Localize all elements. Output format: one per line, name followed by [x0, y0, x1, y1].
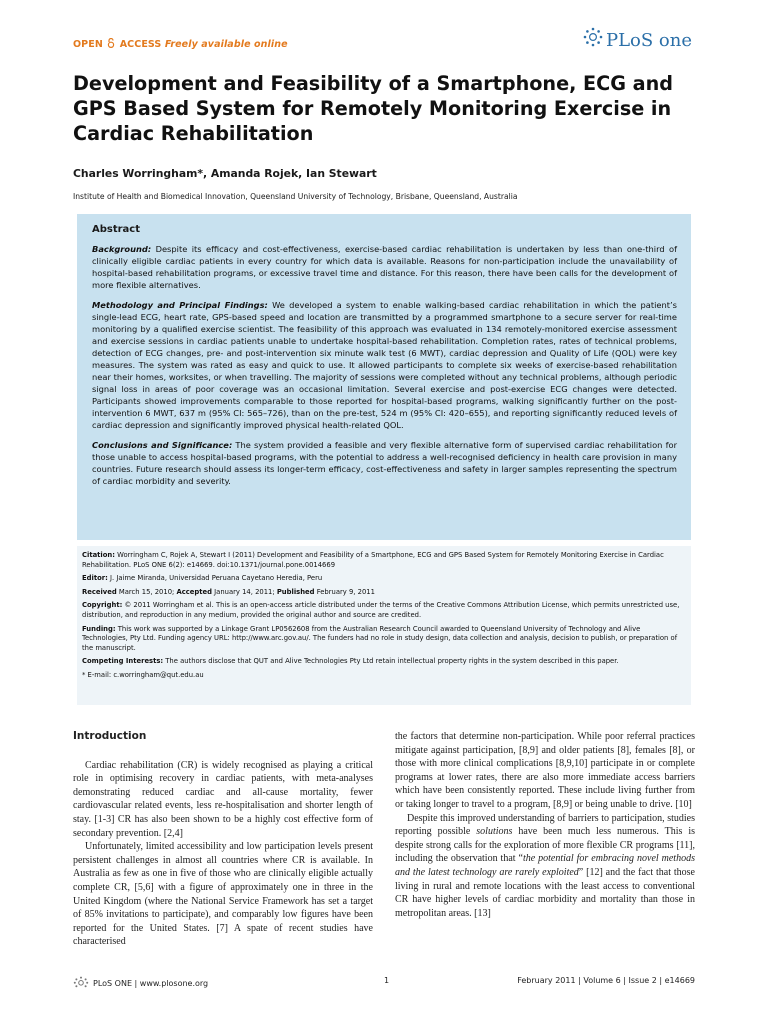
copyright-label: Copyright:	[82, 601, 123, 610]
body-column-left	[73, 730, 373, 949]
abstract-conclusions	[92, 439, 677, 487]
abstract-box	[77, 214, 691, 540]
conclusions-label: Conclusions and Significance:	[92, 440, 233, 450]
intro-paragraph-1: Cardiac rehabilitation (CR) is widely recognised as playing a critical role in optimising recovery in cardiac patients, with meta-analyses demonstrating reduced cardiac and all-cause mortality, fewer cardiovascular related events, less re-hospitalisation and shorter length of stay. [1-3] CR has also been shown to be a highly cost effective form of secondary prevention. [2,4]	[73, 759, 373, 839]
funding-text: This work was supported by a Linkage Grant LP0562608 from the Australian Research Council awarded to Queensland University of Technology and Alive Technologies, Pty Ltd. Funding agency URL: http://www.arc.gov.au/. The funders had no role in study design, data collection and analysis, decision to publish, or preparation of the manuscript.	[82, 624, 678, 652]
footer-journal: PLoS ONE | www.plosone.org	[93, 979, 209, 988]
funding	[82, 625, 686, 654]
competing-interests	[82, 657, 686, 667]
methods-text: We developed a system to enable walking-based cardiac rehabilitation in which the patient’s single-lead ECG, heart rate, GPS-based speed and location are transmitted by a programmed smartphone to a secure server for real-time monitoring by a qualified exercise scientist. The feasibility of this approach was evaluated in 134 remotely-monitored exercise assessment and exercise sessions in cardiac patients unable to undertake hospital-based rehabilitation. Completion rates, rates of technical problems, detection of ECG changes, pre- and post-intervention six minute walk test (6 MWT), cardiac depression and Quality of Life (QOL) were key measures. The system was rated as easy and quick to use. It allowed participants to complete six weeks of exercise-based rehabilitation near their homes, worksites, or when travelling. The majority of sessions were completed without any technical problems, although periodic signal loss in areas of poor coverage was an occasional limitation. Several exercise and post-exercise ECG changes were detected. Participants showed improvements comparable to those reported for hospital-based programs, walking significantly further on the post-intervention 6 MWT, 637 m (95% CI: 565–726), than on the pre-test, 524 m (95% CI: 420–655), and reporting significantly reduced levels of cardiac depression and significantly improved physical health-related QOL.	[92, 300, 677, 430]
open-access-banner	[73, 38, 288, 50]
abstract-heading: Abstract	[92, 224, 141, 235]
accepted-label: Accepted	[176, 587, 213, 596]
right-p2-part-b: have been much less numerous. This is despite strong calls for the exploration of more flexible CR programs [11], including the observation that “	[395, 826, 695, 865]
page-number: 1	[384, 976, 390, 985]
right-p2-part-a: Despite this improved understanding of barriers to participation, studies reporting possible	[395, 812, 695, 838]
conclusions-text: The system provided a feasible and very flexible alternative form of supervised cardiac rehabilitation for those unable to access hospital-based programs, with the potential to address a well-recognised deficiency in health care provision in many countries. Future research should assess its longer-term efficacy, cost-effectiveness and safety in larger samples representing the spectrum of cardiac morbidity and severity.	[92, 440, 677, 486]
editor-label: Editor:	[82, 574, 108, 583]
dates	[82, 588, 686, 598]
competing-label: Competing Interests:	[82, 657, 164, 666]
body-column-right	[395, 730, 695, 920]
published-label: Published	[276, 587, 315, 596]
copyright	[82, 601, 686, 620]
abstract-background	[92, 243, 677, 291]
page-footer	[73, 976, 695, 990]
article-title: Development and Feasibility of a Smartphone, ECG and GPS Based System for Remotely Monitoring Exercise in Cardiac Rehabilitation	[73, 72, 674, 145]
published-text: February 9, 2011	[314, 587, 375, 596]
right-p2-emphasis: solutions	[476, 826, 513, 838]
plos-one-logo	[582, 24, 692, 56]
access-label: ACCESS	[119, 39, 162, 50]
background-text: Despite its efficacy and cost-effectiveness, exercise-based cardiac rehabilitation is undertaken by less than one-third of clinically eligible cardiac patients in every country for which data is available. Reasons for non-participation include the unavailability of hospital-based rehabilitation programs, or excessive travel time and distance. For this reason, there have been calls for the development of more flexible alternatives.	[92, 244, 677, 290]
accepted-text: January 14, 2011;	[212, 587, 277, 596]
citation	[82, 551, 686, 570]
affiliation: Institute of Health and Biomedical Innovation, Queensland University of Technology, Brisbane, Queensland, Australia	[73, 192, 518, 201]
background-label: Background:	[92, 244, 152, 254]
plos-footer-icon	[73, 976, 89, 988]
intro-paragraph-2: Unfortunately, limited accessibility and low participation levels present persistent challenges in almost all countries where CR is available. In Australia as few as one in five of those who are clinically eligible actually complete CR, [5,6] with a figure of approximately one in three in the United Kingdom (where the National Service Framework has set a target of 85% invitations to participate), and comparably low figures have been reported for the United States. [7] A spate of recent studies have characterised	[73, 841, 373, 948]
introduction-heading: Introduction	[73, 730, 147, 742]
copyright-text: © 2011 Worringham et al. This is an open-access article distributed under the terms of the Creative Commons Attribution License, which permits unrestricted use, distribution, and reproduction in any medium, provided the original author and source are credited.	[82, 601, 680, 619]
competing-text: The authors disclose that QUT and Alive Technologies Pty Ltd retain intellectual property rights in the system described in this paper.	[163, 657, 619, 666]
editor-text: J. Jaime Miranda, Universidad Peruana Cayetano Heredia, Peru	[107, 574, 323, 583]
plos-sun-icon	[582, 26, 604, 48]
funding-label: Funding:	[82, 624, 116, 633]
received-text: March 15, 2010;	[116, 587, 177, 596]
freely-available-label: Freely available online	[164, 39, 288, 50]
logo-text: PLoS one	[605, 30, 692, 51]
right-p2-quote: the potential for embracing novel methods and the latest technology are rarely exploited	[395, 853, 695, 878]
right-paragraph-1: the factors that determine non-participation. While poor referral practices mitigate against participation, [8,9] and older patients [8], females [8], or those with more clinical complications [8,9,10] participate in or complete programs at lower rates, there are also more immediate access barriers which have been consistently reported. These include living further from or taking longer to travel to a program, [8,9] or being unable to drive. [10]	[395, 731, 695, 810]
author-list: Charles Worringham*, Amanda Rojek, Ian Stewart	[73, 167, 377, 180]
open-lock-icon	[107, 38, 115, 48]
citation-label: Citation:	[82, 551, 115, 559]
editor	[82, 574, 686, 584]
methods-label: Methodology and Principal Findings:	[92, 300, 268, 310]
right-p2-part-c: ” [12] and the fact that those living in rural and remote locations with the least access to conventional CR have higher levels of cardiac morbidity and mortality than those in metropolitan areas. [13]	[395, 866, 695, 919]
abstract-methods	[92, 299, 677, 431]
right-paragraph-2	[395, 812, 695, 921]
article-metadata	[77, 546, 691, 705]
email: * E-mail: c.worringham@qut.edu.au	[82, 670, 204, 679]
received-label: Received	[82, 587, 117, 596]
footer-left	[73, 976, 208, 988]
citation-text: Worringham C, Rojek A, Stewart I (2011) Development and Feasibility of a Smartphone, ECG and GPS Based System for Remotely Monitoring Exercise in Cardiac Rehabilitation. PLoS ONE 6(2): e14669. doi:10.1371/journal.pone.0014669	[82, 551, 664, 569]
open-label: OPEN	[73, 39, 103, 50]
footer-issue: February 2011 | Volume 6 | Issue 2 | e14669	[517, 976, 695, 985]
